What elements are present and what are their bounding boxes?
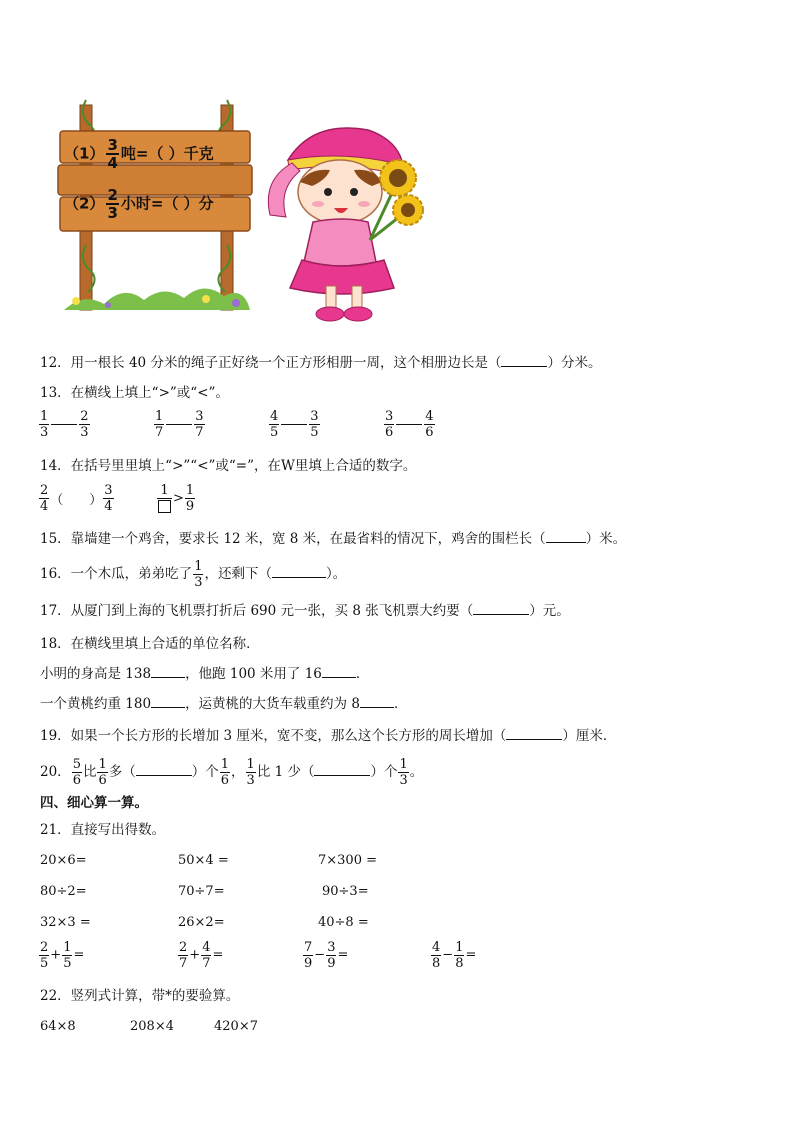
question-18-line-1: [40, 664, 369, 684]
question-12: [40, 353, 601, 373]
fraction-denominator: 7: [202, 956, 211, 971]
wooden-signboard-illustration: [56, 95, 256, 320]
fraction-denominator: 5: [310, 425, 319, 440]
operator: −: [442, 947, 454, 963]
answer-blank[interactable]: [473, 602, 529, 615]
fraction-denominator: 3: [246, 773, 255, 788]
fraction-numerator: 1: [399, 757, 408, 772]
question-19-unit: ）厘米．: [562, 728, 617, 744]
signboard-row-1-fraction: [106, 137, 118, 171]
fraction: [220, 757, 230, 788]
question-20-text: ）个: [191, 764, 219, 780]
fraction-calc-item: [177, 940, 223, 971]
signboard-row-2-fraction: [106, 187, 118, 221]
fraction-denominator: 6: [220, 773, 230, 788]
answer-blank[interactable]: [506, 727, 562, 740]
fraction: [326, 940, 336, 971]
fraction: [431, 940, 441, 971]
answer-blank[interactable]: [322, 665, 356, 678]
fraction-numerator: 2: [40, 940, 49, 955]
fraction-denominator: 4: [104, 499, 113, 514]
compare-item: [153, 409, 206, 440]
fraction-denominator: 6: [425, 425, 434, 440]
answer-blank[interactable]: [546, 530, 586, 543]
calc-item: 20×6=: [40, 853, 87, 868]
question-20-text: 多（: [108, 764, 136, 780]
fraction-denominator: 3: [40, 425, 49, 440]
fraction-numerator: 2: [107, 186, 118, 204]
question-21-prompt: 21．直接写出得数。: [40, 822, 166, 838]
answer-blank[interactable]: [501, 354, 547, 367]
fraction-calc-item: [430, 940, 476, 971]
fraction-calc-item: [302, 940, 348, 971]
answer-blank[interactable]: [151, 665, 185, 678]
answer-blank[interactable]: [136, 763, 192, 776]
section-4-title: 四、细心算一算。: [40, 795, 148, 811]
fraction-denominator: 9: [185, 499, 195, 514]
calc-item: 40÷8 =: [318, 915, 369, 930]
fraction-numerator: 5: [72, 757, 81, 772]
fraction-numerator: 4: [432, 940, 441, 955]
fraction-denominator: 6: [72, 773, 81, 788]
question-19: [40, 726, 616, 746]
question-15-unit: ）米。: [585, 531, 627, 547]
fraction-denominator: 3: [399, 773, 408, 788]
fraction-denominator: 3: [194, 575, 203, 590]
question-15-text: 15．靠墙建一个鸡舍，要求长 12 米，宽 8 米，在最省料的情况下，鸡舍的围栏长（: [40, 531, 546, 547]
fraction-numerator: 4: [270, 409, 279, 424]
fraction: [454, 940, 464, 971]
question-20: [40, 754, 423, 790]
signboard-row-1: [64, 137, 214, 171]
fraction-denominator: 7: [179, 956, 188, 971]
fraction-numerator: 3: [310, 409, 319, 424]
equals-sign: =: [73, 947, 85, 963]
answer-box[interactable]: [158, 500, 171, 513]
fraction-denominator: 5: [63, 956, 72, 971]
signboard-row-2-prefix: （2）: [64, 194, 105, 213]
fraction: [79, 409, 89, 440]
signboard-row-2: [64, 187, 214, 221]
calc-item: 50×4 =: [178, 853, 229, 868]
fraction-denominator: 8: [432, 956, 441, 971]
calc-item: 26×2=: [178, 915, 225, 930]
compare-item-right: [156, 483, 196, 514]
fraction: [39, 409, 49, 440]
fraction: [39, 483, 49, 514]
fraction: [193, 559, 203, 590]
fraction-numerator: 1: [185, 483, 195, 498]
fraction-denominator: 5: [270, 425, 279, 440]
question-20-text: ）个: [370, 764, 398, 780]
operator: −: [314, 947, 326, 963]
operator: +: [189, 947, 201, 963]
question-14-prompt: 14．在括号里里填上“>”“<”或“=”，在W里填上合适的数字。: [40, 458, 417, 474]
fraction-denominator: 3: [80, 425, 89, 440]
fraction-denominator: 9: [304, 956, 313, 971]
compare-blank[interactable]: [396, 424, 422, 425]
compare-blank[interactable]: [166, 424, 192, 425]
compare-blank[interactable]: [51, 424, 77, 425]
question-22-prompt: 22．竖列式计算，带*的要验算。: [40, 988, 240, 1004]
compare-item: [268, 409, 321, 440]
question-18-line-1-end: ．: [355, 666, 370, 682]
calc-item: 80÷2=: [40, 884, 87, 899]
fraction-numerator: 1: [155, 409, 164, 424]
question-20-text: ，: [231, 764, 245, 780]
fraction-numerator: 1: [98, 757, 107, 772]
fraction: [201, 940, 211, 971]
question-17-unit: ）元。: [529, 603, 570, 619]
calc-item: 32×3 =: [40, 915, 91, 930]
fraction-numerator: 2: [80, 409, 89, 424]
fraction-numerator: 1: [246, 757, 255, 772]
fraction-calc-item: [38, 940, 84, 971]
compare-item-left: [38, 483, 115, 514]
fraction-numerator: 3: [107, 136, 118, 154]
calc-item: 7×300 =: [318, 853, 378, 868]
question-18-line-2: [40, 694, 407, 714]
fraction-denominator: 9: [327, 956, 336, 971]
question-18-line-2-end: ．: [393, 696, 408, 712]
vertical-calc-item: 208×4: [130, 1019, 174, 1034]
comparison-operator: >: [173, 491, 184, 506]
fraction-numerator: 1: [194, 559, 203, 574]
equals-sign: =: [465, 947, 477, 963]
fraction-numerator: 2: [40, 483, 49, 498]
question-18-line-2-text: 一个黄桃约重 180: [40, 696, 152, 712]
fraction: [154, 409, 164, 440]
answer-blank[interactable]: [360, 695, 394, 708]
fraction: [309, 409, 319, 440]
compare-blank[interactable]: [281, 424, 307, 425]
question-13-prompt: 13．在横线上填上“>”或“<”。: [40, 385, 229, 401]
calc-item: 70÷7=: [178, 884, 225, 899]
fraction-denominator: 7: [195, 425, 204, 440]
fraction-numerator: 1: [63, 940, 72, 955]
fraction-denominator: [157, 499, 172, 514]
fraction-numerator: 3: [385, 409, 394, 424]
vertical-calc-item: 64×8: [40, 1019, 76, 1034]
fraction: [246, 757, 256, 788]
girl-drawing: [258, 120, 438, 328]
fraction: [178, 940, 188, 971]
compare-item: [38, 409, 91, 440]
answer-paren[interactable]: （ ）: [50, 493, 103, 508]
fraction: [269, 409, 279, 440]
question-20-text: 。: [409, 764, 424, 780]
fraction: [62, 940, 72, 971]
question-16-text: 16．一个木瓜，弟弟吃了: [40, 566, 193, 582]
fraction: [185, 483, 195, 514]
fraction-denominator: 8: [455, 956, 464, 971]
fraction-numerator: 3: [327, 940, 336, 955]
answer-blank[interactable]: [272, 565, 326, 578]
answer-blank[interactable]: [151, 695, 185, 708]
question-19-text: 19．如果一个长方形的长增加 3 厘米，宽不变，那么这个长方形的周长增加（: [40, 728, 507, 744]
fraction: [39, 940, 49, 971]
fraction: [398, 757, 408, 788]
fraction-numerator: 1: [157, 483, 172, 499]
fraction: [72, 757, 82, 788]
fraction-denominator: 7: [155, 425, 164, 440]
question-12-text: 12．用一根长 40 分米的绳子正好绕一个正方形相册一周，这个相册边长是（: [40, 355, 502, 371]
fraction-numerator: 3: [195, 409, 204, 424]
question-16: [40, 557, 346, 591]
question-20-text: 比 1 少（: [256, 764, 315, 780]
question-18-line-1-text: 小明的身高是 138: [40, 666, 152, 682]
fraction: [194, 409, 204, 440]
question-17: [40, 601, 570, 621]
fraction-denominator: 4: [40, 499, 49, 514]
fraction-numerator: 4: [202, 940, 211, 955]
fraction-denominator: 6: [385, 425, 394, 440]
fraction-numerator: 7: [304, 940, 313, 955]
fraction-denominator: 5: [40, 956, 49, 971]
fraction-denominator: 4: [107, 154, 118, 172]
fraction-numerator: 3: [104, 483, 113, 498]
fraction: [424, 409, 434, 440]
question-18-line-1-text-b: ，他跑 100 米用了 16: [185, 666, 322, 682]
fraction-denominator: 3: [107, 204, 118, 222]
calc-item: 90÷3=: [322, 884, 369, 899]
operator: +: [50, 947, 62, 963]
fraction: [303, 940, 313, 971]
fraction: [97, 757, 107, 788]
signboard-row-1-prefix: （1）: [64, 144, 105, 163]
question-13-items: [38, 409, 758, 449]
fraction-numerator: 2: [179, 940, 188, 955]
equals-sign: =: [337, 947, 349, 963]
fraction-numerator: 1: [40, 409, 49, 424]
question-17-text: 17．从厦门到上海的飞机票打折后 690 元一张，买 8 张飞机票大约要（: [40, 603, 474, 619]
fraction-with-box: [157, 483, 172, 514]
fraction-numerator: 1: [220, 757, 230, 772]
question-18-line-2-text-b: ，运黄桃的大货车载重约为 8: [185, 696, 360, 712]
question-16-text-c: ）。: [325, 566, 347, 582]
signboard-row-2-suffix: 小时=（ ）分: [120, 194, 214, 213]
question-20-text: 比: [82, 764, 97, 780]
fraction-numerator: 1: [455, 940, 464, 955]
fraction-numerator: 4: [425, 409, 434, 424]
vertical-calc-item: 420×7: [214, 1019, 258, 1034]
question-12-unit: ）分米。: [547, 355, 602, 371]
girl-with-sunflowers-illustration: [258, 120, 438, 328]
question-18-prompt: 18．在横线里填上合适的单位名称．: [40, 636, 260, 652]
question-14-items: [38, 483, 438, 523]
equals-sign: =: [212, 947, 224, 963]
question-20-label: 20．: [40, 764, 71, 780]
fraction: [103, 483, 113, 514]
fraction: [384, 409, 394, 440]
question-16-text-b: ，还剩下（: [204, 566, 272, 582]
fraction-denominator: 6: [98, 773, 107, 788]
answer-blank[interactable]: [314, 763, 370, 776]
question-15: [40, 529, 626, 549]
compare-item: [383, 409, 436, 440]
signboard-row-1-suffix: 吨=（ ）千克: [120, 144, 214, 163]
